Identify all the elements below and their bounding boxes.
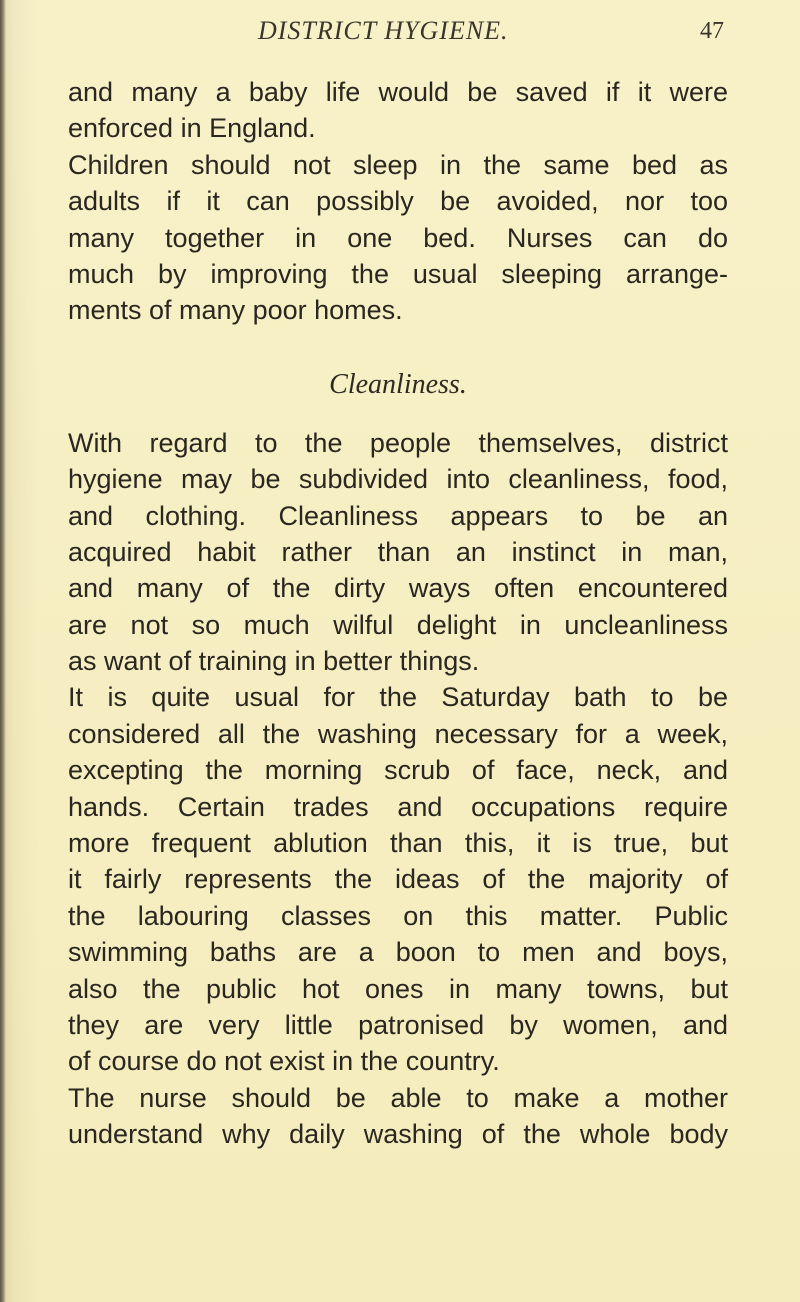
text-line: The nurse should be able to make a mother: [68, 1082, 728, 1113]
text-line: and many of the dirty ways often encountered: [68, 573, 728, 604]
running-head: [0, 16, 800, 52]
text-line: Children should not sleep in the same bed as: [68, 149, 728, 180]
text-line: hands. Certain trades and occupations require: [68, 791, 728, 822]
text-line: more frequent ablution than this, it is true, but: [68, 828, 728, 859]
body-text: [68, 74, 728, 1153]
text-line: are not so much wilful delight in uncleanliness: [68, 609, 728, 640]
text-line: also the public hot ones in many towns, but: [68, 973, 728, 1004]
text-line: considered all the washing necessary for a week,: [68, 718, 728, 749]
page-number: 47: [700, 18, 724, 44]
text-line: ments of many poor homes.: [68, 295, 403, 326]
paragraph-nurse: [68, 1080, 728, 1153]
text-line: of course do not exist in the country.: [68, 1046, 500, 1077]
paragraph-bathing: [68, 679, 728, 1079]
text-line: much by improving the usual sleeping arrange-: [68, 258, 728, 289]
paragraph-cleanliness: [68, 425, 728, 680]
text-line: swimming baths are a boon to men and boys,: [68, 937, 728, 968]
paragraph-sleeping: [68, 147, 728, 329]
text-line: It is quite usual for the Saturday bath to be: [68, 682, 728, 713]
running-title: DISTRICT HYGIENE.: [258, 16, 509, 45]
text-line: and clothing. Cleanliness appears to be an: [68, 500, 728, 531]
paragraph-continuation: [68, 74, 728, 147]
text-line: acquired habit rather than an instinct in man,: [68, 536, 728, 567]
text-line: excepting the morning scrub of face, neck, and: [68, 755, 728, 786]
spacer: [68, 329, 728, 363]
text-line: the labouring classes on this matter. Public: [68, 900, 728, 931]
text-line: as want of training in better things.: [68, 646, 480, 677]
text-line: it fairly represents the ideas of the majority of: [68, 864, 728, 895]
section-heading-block: [68, 363, 728, 425]
text-line: With regard to the people themselves, district: [68, 427, 728, 458]
text-line: enforced in England.: [68, 113, 316, 144]
text-line: hygiene may be subdivided into cleanliness, food,: [68, 464, 728, 495]
text-line: and many a baby life would be saved if it were: [68, 77, 728, 107]
text-line: understand why daily washing of the whole body: [68, 1119, 728, 1150]
text-line: they are very little patronised by women, and: [68, 1009, 728, 1040]
text-line: many together in one bed. Nurses can do: [68, 222, 728, 253]
section-heading: Cleanliness.: [329, 368, 467, 400]
text-line: adults if it can possibly be avoided, nor too: [68, 186, 728, 217]
page-binding-edge: [0, 0, 6, 1302]
